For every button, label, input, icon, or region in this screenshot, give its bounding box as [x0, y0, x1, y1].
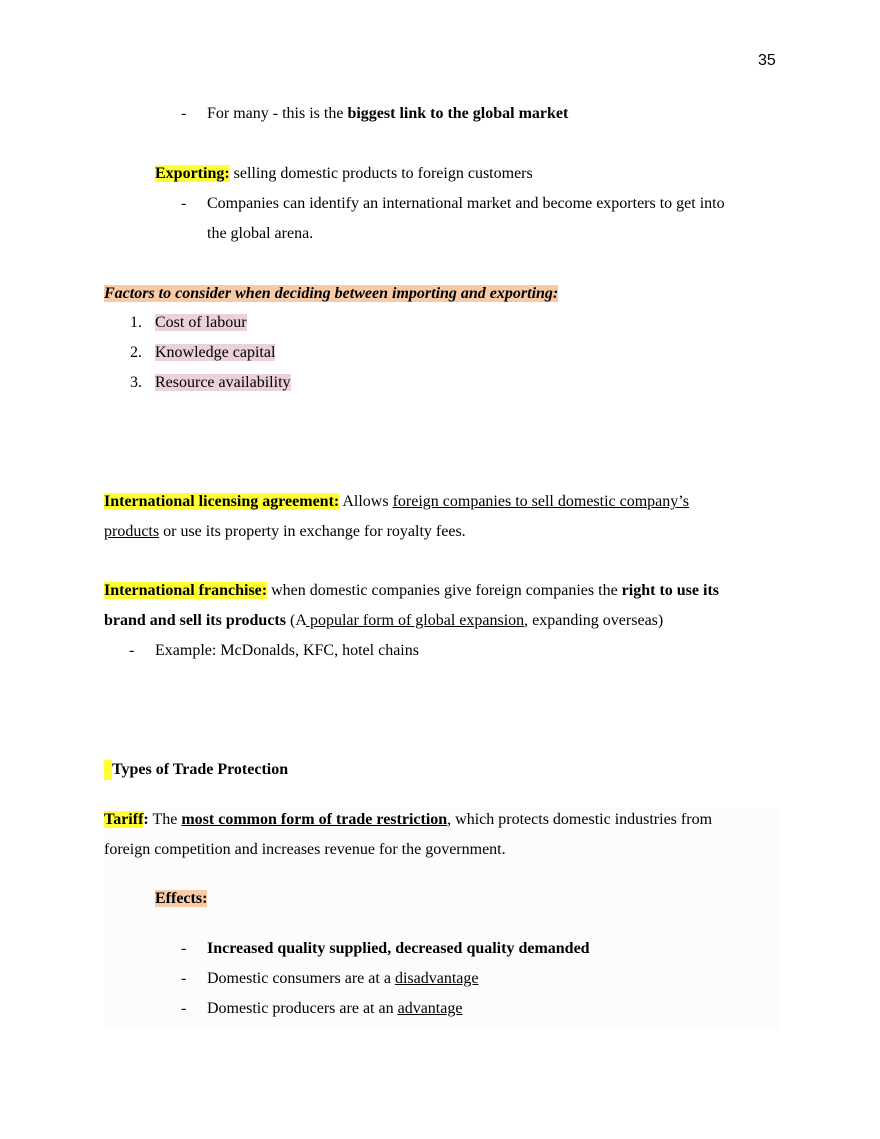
factor-item-text: Knowledge capital — [155, 344, 276, 361]
tariff-term: Tariff — [104, 811, 144, 828]
factors-heading-text: Factors to consider when deciding between importing and exporting: — [104, 285, 559, 302]
effect-item-2-underlined: disadvantage — [394, 970, 479, 987]
exporting-bullet-line1: Companies can identify an international market and become exporters to get into — [207, 195, 725, 212]
exporting-definition — [155, 164, 533, 184]
factor-item-text: Cost of labour — [155, 314, 247, 331]
licensing-line1 — [104, 492, 689, 512]
effect-item-3-underlined: advantage — [397, 1000, 463, 1017]
franchise-plain2: (A — [285, 612, 306, 629]
exporting-text: selling domestic products to foreign customers — [229, 165, 533, 182]
franchise-line2 — [104, 611, 663, 631]
factor-item — [155, 373, 291, 393]
bullet-dash: - — [181, 970, 187, 987]
tariff-plain1: The — [148, 811, 182, 828]
franchise-term: International franchise: — [104, 582, 268, 599]
bullet-dash: - — [181, 195, 187, 212]
tariff-line2: foreign competition and increases revenue for the government. — [104, 841, 506, 858]
franchise-line1 — [104, 581, 719, 601]
franchise-bold2: brand and sell its products — [104, 612, 286, 629]
effect-item-3-plain: Domestic producers are at an — [207, 1000, 398, 1017]
trade-protection-heading — [104, 760, 288, 780]
factor-item — [155, 343, 275, 363]
factor-number: 2. — [130, 344, 142, 361]
tariff-plain2: , which protects domestic industries from — [447, 811, 713, 828]
franchise-underlined: popular form of global expansion — [305, 612, 525, 629]
factor-item — [155, 313, 247, 333]
franchise-example: Example: McDonalds, KFC, hotel chains — [155, 642, 419, 659]
licensing-underlined2: products — [104, 523, 160, 540]
factor-item-text: Resource availability — [155, 374, 291, 391]
page-number: 35 — [758, 52, 776, 69]
bullet-dash: - — [181, 105, 187, 122]
intro-bullet — [207, 104, 568, 124]
effect-item-2 — [207, 969, 478, 989]
heading-highlight-marker — [104, 760, 112, 780]
factor-number: 1. — [130, 314, 142, 331]
licensing-underlined1: foreign companies to sell domestic company’s — [392, 493, 689, 510]
effects-label — [155, 889, 207, 909]
bullet-dash: - — [181, 1000, 187, 1017]
intro-bullet-bold: biggest link to the global market — [347, 105, 569, 122]
factors-heading — [104, 284, 558, 304]
franchise-bold1: right to use its — [621, 582, 719, 599]
bullet-dash: - — [181, 940, 187, 957]
factor-number: 3. — [130, 374, 142, 391]
intro-bullet-prefix: For many - this is the — [207, 105, 348, 122]
effect-item-2-plain: Domestic consumers are at a — [207, 970, 395, 987]
licensing-plain1: Allows — [339, 493, 393, 510]
tariff-bold-underlined: most common form of trade restriction — [181, 811, 448, 828]
effect-item-1: Increased quality supplied, decreased quality demanded — [207, 940, 590, 957]
licensing-term: International licensing agreement: — [104, 493, 340, 510]
licensing-plain2: or use its property in exchange for royalty fees. — [159, 523, 466, 540]
licensing-line2 — [104, 522, 466, 542]
franchise-plain1: when domestic companies give foreign companies the — [267, 582, 622, 599]
bullet-dash: - — [129, 642, 135, 659]
effect-item-3 — [207, 999, 462, 1019]
tariff-line1 — [104, 810, 712, 830]
franchise-plain3: , expanding overseas) — [524, 612, 664, 629]
exporting-term: Exporting: — [155, 165, 230, 182]
effects-label-text: Effects: — [155, 890, 208, 907]
exporting-bullet-line2: the global arena. — [207, 225, 314, 242]
tariff-colon: : — [143, 811, 149, 828]
trade-protection-heading-text: Types of Trade Protection — [112, 761, 289, 778]
